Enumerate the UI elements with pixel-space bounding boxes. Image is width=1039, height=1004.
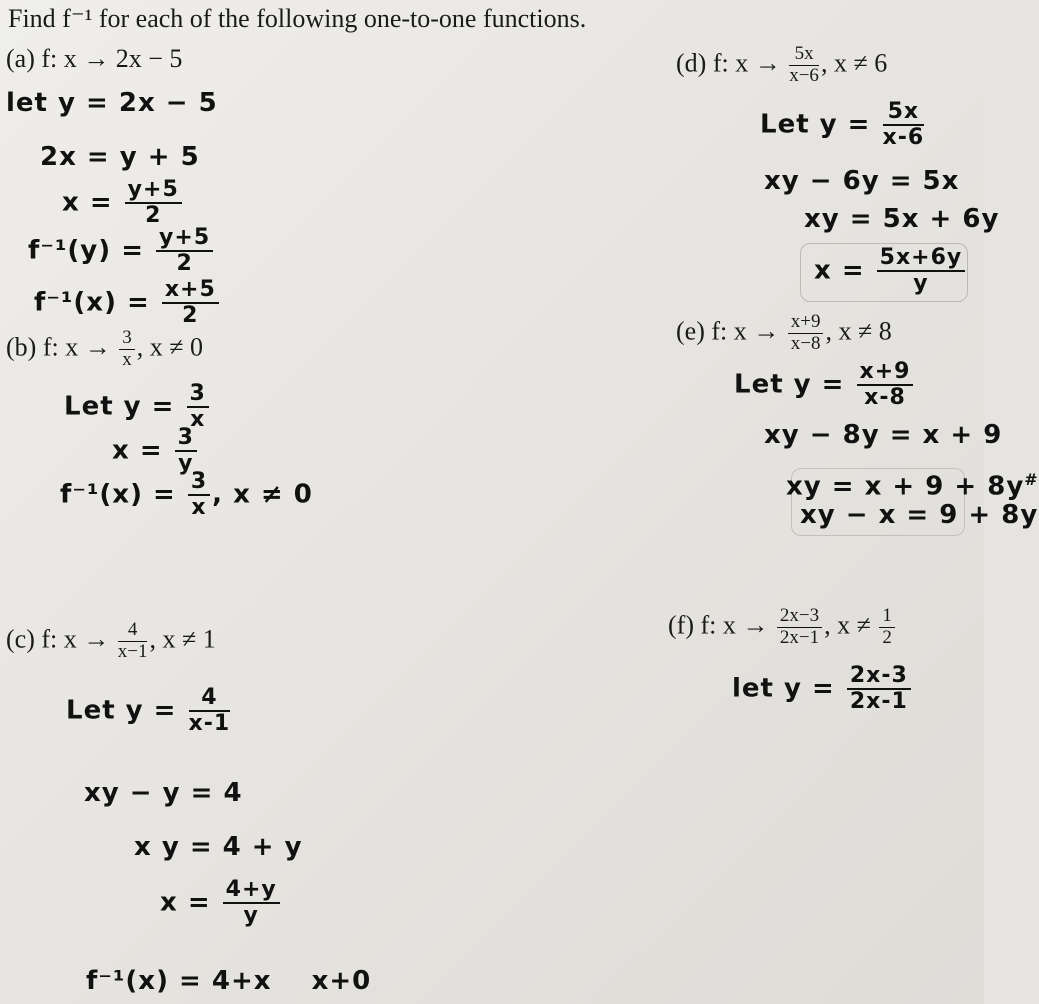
d-step-4-num: 5x+6y (877, 246, 966, 272)
d-step-1-den: x-6 (882, 125, 925, 151)
d-step-1-lhs: Let y = (760, 109, 871, 140)
problem-c-num: 4 (118, 620, 148, 642)
e-step-2: xy − 8y = x + 9 (764, 420, 1003, 450)
problem-b-label: (b) (6, 332, 37, 362)
a-step-5-den: 2 (182, 303, 199, 329)
problem-f-num: 2x−3 (777, 606, 822, 628)
f-step-1-lhs: let y = (732, 673, 835, 704)
c-step-1-lhs: Let y = (66, 695, 177, 726)
e-step-1-num: x+9 (857, 360, 914, 386)
f-step-1 (732, 664, 913, 714)
a-step-5-lhs: f⁻¹(x) = (34, 287, 150, 318)
problem-c-function-prefix: f: x → (41, 624, 110, 654)
a-step-4-lhs: f⁻¹(y) = (28, 235, 144, 266)
problem-f-condition-num: 1 (879, 606, 895, 628)
problem-a-function: f: x → 2x − 5 (41, 44, 183, 73)
problem-e-fraction (788, 312, 824, 355)
f-step-1-num: 2x-3 (847, 664, 911, 690)
c-step-4-lhs: x = (160, 887, 211, 918)
problem-a (6, 44, 182, 74)
e-step-1 (734, 360, 915, 410)
instruction-text: Find f⁻¹ for each of the following one-to-one functions. (8, 4, 587, 33)
a-step-3-num: y+5 (125, 178, 182, 204)
problem-f-condition: , x ≠ (824, 610, 871, 640)
e-step-3-mark: # (1024, 470, 1039, 489)
a-step-4-den: 2 (176, 251, 193, 277)
a-step-3-den: 2 (145, 203, 162, 229)
problem-e-den: x−8 (790, 332, 821, 354)
problem-d-num: 5x (789, 44, 819, 66)
a-step-3-lhs: x = (62, 187, 113, 218)
f-step-1-den: 2x-1 (849, 689, 908, 715)
problem-d-fraction (789, 44, 819, 87)
e-step-4: xy − x = 9 + 8y (800, 500, 1039, 530)
c-step-3: x y = 4 + y (134, 832, 303, 862)
problem-b-num: 3 (119, 328, 135, 350)
problem-d (676, 44, 887, 87)
problem-b-function-prefix: f: x → (42, 332, 111, 362)
problem-d-den: x−6 (789, 64, 819, 86)
d-step-1-num: 5x (883, 100, 925, 126)
c-step-4-num: 4+y (223, 878, 280, 904)
b-step-3-lhs: f⁻¹(x) = (60, 479, 176, 510)
a-step-4 (28, 226, 215, 276)
e-step-3 (786, 470, 1039, 502)
c-step-2: xy − y = 4 (84, 778, 243, 808)
d-step-3: xy = 5x + 6y (804, 204, 1000, 234)
b-step-3-den: x (191, 495, 207, 521)
d-step-1-fraction (883, 100, 925, 150)
c-step-4 (160, 878, 282, 928)
c-step-1-den: x-1 (188, 711, 231, 737)
a-step-5 (34, 278, 221, 328)
problem-f-condition-fraction (879, 606, 895, 649)
b-step-2-den: y (178, 451, 194, 477)
b-step-1-num: 3 (187, 382, 209, 408)
c-step-1-num: 4 (189, 686, 231, 712)
d-step-1 (760, 100, 926, 150)
b-step-2-num: 3 (175, 426, 197, 452)
problem-c-fraction (118, 620, 148, 663)
problem-e-function-prefix: f: x → (711, 316, 780, 346)
b-step-3-condition: , x ≠ 0 (212, 479, 313, 510)
a-step-5-num: x+5 (162, 278, 219, 304)
problem-e-label: (e) (676, 316, 705, 346)
problem-f-condition-den: 2 (882, 626, 892, 648)
e-step-1-lhs: Let y = (734, 369, 845, 400)
problem-c-den: x−1 (117, 640, 148, 662)
problem-b-condition: , x ≠ 0 (136, 332, 203, 362)
problem-a-label: (a) (6, 44, 35, 73)
e-step-1-den: x-8 (864, 385, 906, 411)
problem-f-label: (f) (668, 610, 694, 640)
problem-f-den: 2x−1 (779, 626, 820, 648)
c-step-4-den: y (243, 903, 259, 929)
problem-e-num: x+9 (788, 312, 824, 334)
c-step-5-num: 4+x (211, 966, 272, 996)
problem-c-label: (c) (6, 624, 35, 654)
a-step-4-fraction (156, 226, 213, 276)
b-step-1-den: x (190, 407, 206, 433)
e-step-1-fraction (857, 360, 914, 410)
b-step-3-num: 3 (188, 470, 210, 496)
b-step-2-lhs: x = (112, 435, 163, 466)
d-step-4-fraction (877, 246, 966, 296)
problem-e (676, 312, 892, 355)
problem-d-condition: , x ≠ 6 (820, 48, 888, 78)
d-step-4-lhs: x = (814, 255, 865, 286)
e-step-3-text: xy = x + 9 + 8y (786, 471, 1025, 502)
d-step-4 (814, 246, 967, 296)
c-step-1 (66, 686, 232, 736)
problem-e-condition: , x ≠ 8 (825, 316, 892, 346)
problem-b-den: x (122, 348, 132, 370)
problem-f-function-prefix: f: x → (700, 610, 769, 640)
d-step-4-den: y (913, 271, 929, 297)
problem-d-function-prefix: f: x → (712, 48, 781, 78)
problem-b (6, 328, 203, 371)
problem-f-fraction (777, 606, 822, 649)
c-step-5 (86, 966, 371, 996)
b-step-1-lhs: Let y = (64, 391, 175, 422)
problem-d-label: (d) (676, 48, 707, 78)
problem-c (6, 620, 216, 663)
a-step-2: 2x = y + 5 (40, 142, 200, 172)
c-step-5-trailing: x+0 (311, 966, 372, 996)
c-step-4-fraction (223, 878, 280, 928)
b-step-2 (112, 426, 199, 476)
b-step-3 (60, 470, 313, 520)
c-step-5-lhs: f⁻¹(x) = (86, 966, 202, 996)
a-step-5-fraction (162, 278, 219, 328)
problem-b-fraction (119, 328, 135, 371)
b-step-3-fraction (188, 470, 210, 520)
f-step-1-fraction (847, 664, 911, 714)
a-step-4-num: y+5 (156, 226, 213, 252)
problem-f (668, 606, 897, 649)
d-step-2: xy − 6y = 5x (764, 166, 960, 196)
a-step-3-fraction (125, 178, 182, 228)
a-step-3 (62, 178, 184, 228)
c-step-1-fraction (189, 686, 231, 736)
a-step-1: let y = 2x − 5 (6, 88, 218, 118)
problem-c-condition: , x ≠ 1 (149, 624, 216, 654)
